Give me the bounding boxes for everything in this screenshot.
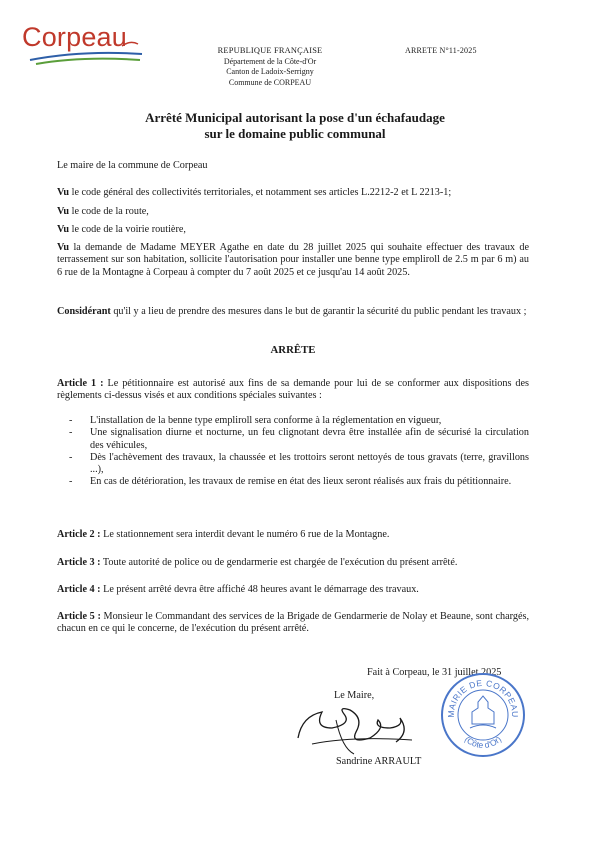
vu-label: Vu <box>57 187 70 198</box>
conditions-list <box>57 415 529 489</box>
article-label: Article 5 : <box>57 611 101 622</box>
list-item: - Dès l'achèvement des travaux, la chaussée et les trottoirs seront nettoyés de tous gravats (terre, gravillons ...), <box>69 451 529 476</box>
document-title <box>60 110 530 142</box>
article-4 <box>57 584 529 596</box>
stamp-bottom-text: (Côte d'Or) <box>462 734 504 751</box>
article-text: Monsieur le Commandant des services de la Brigade de Gendarmerie de Nolay et Beaune, sont chargés, chacun en ce qui le concerne, de l'exécution du présent arrêté. <box>57 611 529 635</box>
dash-bullet: - <box>69 476 73 488</box>
list-item: - Une signalisation diurne et nocturne, un feu clignotant devra être installée afin de sécurisé la circulation des véhicules, <box>69 427 529 451</box>
vu-text: le code général des collectivités territoriales, et notamment ses articles L.2212-2 et L 2213-1; <box>69 187 452 198</box>
vu-paragraph-4 <box>57 242 529 279</box>
list-item: - L'installation de la benne type empliroll sera conforme à la réglementation en vigueur, <box>69 415 442 426</box>
considerant-paragraph <box>57 306 529 318</box>
handwritten-signature-icon <box>292 698 422 760</box>
town-hall-stamp-icon <box>440 672 526 758</box>
article-2 <box>57 529 529 541</box>
vu-text: le code de la route, <box>69 206 149 217</box>
article-text: Le stationnement sera interdit devant le numéro 6 rue de la Montagne. <box>100 529 390 540</box>
article-text: Le présent arrêté devra être affiché 48 heures avant le démarrage des travaux. <box>100 584 419 595</box>
article-text: Toute autorité de police ou de gendarmerie est chargée de l'exécution du présent arrêté. <box>100 557 458 568</box>
svg-text:(Côte d'Or) <box>463 734 504 750</box>
article-label: Article 3 : <box>57 557 101 568</box>
title-line-2: sur le domaine public communal <box>204 126 386 141</box>
title-line-1: Arrêté Municipal autorisant la pose d'un échafaudage <box>145 110 445 125</box>
article-3 <box>57 557 529 569</box>
signatory-title: Le Maire, <box>334 690 375 701</box>
vu-paragraph-3 <box>57 224 186 236</box>
administrative-header <box>200 46 340 88</box>
place-and-date: Fait à Corpeau, le 31 juillet 2025 <box>367 667 502 678</box>
vu-text: la demande de Madame MEYER Agathe en date du 28 juillet 2025 qui souhaite effectuer des travaux de terrassement sur son habitation, sollicite l'autorisation pour installer une benne type empliroll de 2.5 m par 6 m) au 6 rue de la Montagne à Corpeau à compter du 7 août 2025 et ce jusqu'au 14 août 2025. <box>57 242 529 278</box>
article-label: Article 2 : <box>57 529 101 540</box>
arrete-heading: ARRÊTE <box>270 344 316 356</box>
list-item: - En cas de détérioration, les travaux de remise en état des lieux seront réalisés aux frais du pétitionnaire. <box>69 476 512 488</box>
vu-paragraph-1 <box>57 187 529 199</box>
logo-swoosh-icon <box>22 20 152 70</box>
commune-label: Commune de CORPEAU <box>228 77 312 87</box>
article-text: Le pétitionnaire est autorisé aux fins de sa demande pour lui de se conformer aux dispositions des règlements ci-dessus visés et aux conditions spéciales suivantes : <box>57 378 530 402</box>
article-label: Article 1 : <box>57 378 104 389</box>
corpeau-logo <box>22 20 152 70</box>
maire-line: Le maire de la commune de Corpeau <box>57 160 208 171</box>
decree-reference: ARRETE N°11-2025 <box>405 46 477 55</box>
republic-label: REPUBLIQUE FRANÇAISE <box>217 46 323 55</box>
dash-bullet: - <box>69 427 73 439</box>
article-5 <box>57 611 529 636</box>
vu-label: Vu <box>57 206 70 217</box>
dash-bullet: - <box>69 415 73 426</box>
canton-label: Canton de Ladoix-Serrigny <box>226 67 314 76</box>
article-label: Article 4 : <box>57 584 101 595</box>
considerant-text: qu'il y a lieu de prendre des mesures dans le but de garantir la sécurité du public pendant les travaux ; <box>110 306 527 317</box>
department-label: Département de la Côte-d'Or <box>223 56 317 66</box>
article-1 <box>57 378 529 403</box>
considerant-label: Considérant <box>57 306 111 317</box>
signatory-name: Sandrine ARRAULT <box>336 756 422 767</box>
dash-bullet: - <box>69 451 73 463</box>
vu-paragraph-2 <box>57 206 149 218</box>
logo-text: Corpeau <box>22 22 127 52</box>
stamp-top-text: MAIRIE DE CORPEAU <box>445 677 521 718</box>
vu-label: Vu <box>57 242 70 253</box>
vu-label: Vu <box>57 224 70 235</box>
vu-text: le code de la voirie routière, <box>69 224 186 235</box>
